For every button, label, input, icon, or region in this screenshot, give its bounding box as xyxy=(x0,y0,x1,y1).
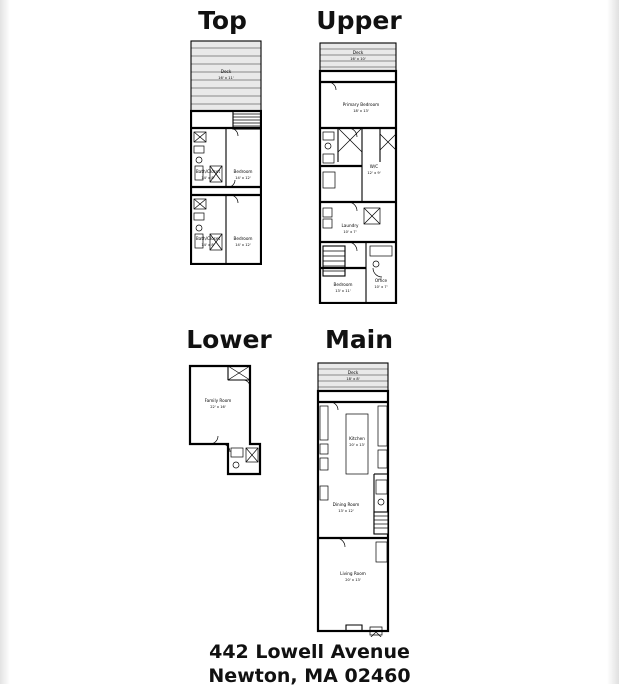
room-label-main-deck: Deck xyxy=(347,370,359,375)
room-dim-bedroom-2: 14' x 12' xyxy=(235,243,251,247)
room-dim-family: 22' x 16' xyxy=(210,405,226,409)
room-label-upper-deck: Deck xyxy=(352,50,364,55)
room-dim-kitchen: 20' x 13' xyxy=(349,443,365,447)
floorplan-top xyxy=(190,40,262,265)
room-label-bathcloset-2: Bath/Closet xyxy=(195,236,221,241)
room-label-dining: Dining Room xyxy=(332,502,360,507)
room-dim-upper-bedroom: 13' x 11' xyxy=(335,289,351,293)
room-dim-bedroom-1: 14' x 12' xyxy=(235,176,251,180)
page-right-shadow xyxy=(607,0,619,684)
room-dim-deck: 16' x 11' xyxy=(218,76,234,80)
floorplan-main xyxy=(310,362,396,637)
room-label-laundry: Laundry xyxy=(341,223,359,228)
plan-title-top: Top xyxy=(198,6,247,35)
room-label-bedroom-2: Bedroom xyxy=(233,236,253,241)
room-label-office: Office xyxy=(374,278,388,283)
floorplan-lower xyxy=(188,362,268,477)
room-label-deck: Deck xyxy=(220,69,232,74)
plan-title-upper: Upper xyxy=(316,6,402,35)
address-block xyxy=(0,640,619,688)
room-label-upper-bedroom: Bedroom xyxy=(333,282,353,287)
page-left-shadow xyxy=(0,0,10,684)
room-dim-upper-deck: 16' x 10' xyxy=(350,57,366,61)
floorplan-upper xyxy=(318,42,398,304)
room-label-family: Family Room xyxy=(204,398,232,403)
room-dim-primary: 18' x 13' xyxy=(353,109,369,113)
room-dim-wc: 12' x 9' xyxy=(367,171,381,175)
room-dim-main-deck: 18' x 8' xyxy=(346,377,360,381)
room-label-living: Living Room xyxy=(340,571,366,576)
room-dim-office: 10' x 7' xyxy=(374,285,388,289)
room-label-bathcloset-1: Bath/Closet xyxy=(195,169,221,174)
room-dim-bathcloset-2: 14' x 8' xyxy=(201,243,215,247)
plan-title-lower: Lower xyxy=(186,325,272,354)
room-label-wc: W/C xyxy=(369,164,379,169)
room-label-primary: Primary Bedroom xyxy=(342,102,380,107)
room-dim-bathcloset-1: 14' x 8' xyxy=(201,176,215,180)
plan-title-main: Main xyxy=(324,325,394,354)
room-label-bedroom-1: Bedroom xyxy=(233,169,253,174)
room-dim-laundry: 10' x 7' xyxy=(343,230,357,234)
address-line-2: Newton, MA 02460 xyxy=(208,665,411,687)
room-dim-living: 20' x 13' xyxy=(345,578,361,582)
address-line-1: 442 Lowell Avenue xyxy=(209,641,410,663)
room-label-kitchen: Kitchen xyxy=(349,436,365,441)
room-dim-dining: 13' x 12' xyxy=(338,509,354,513)
